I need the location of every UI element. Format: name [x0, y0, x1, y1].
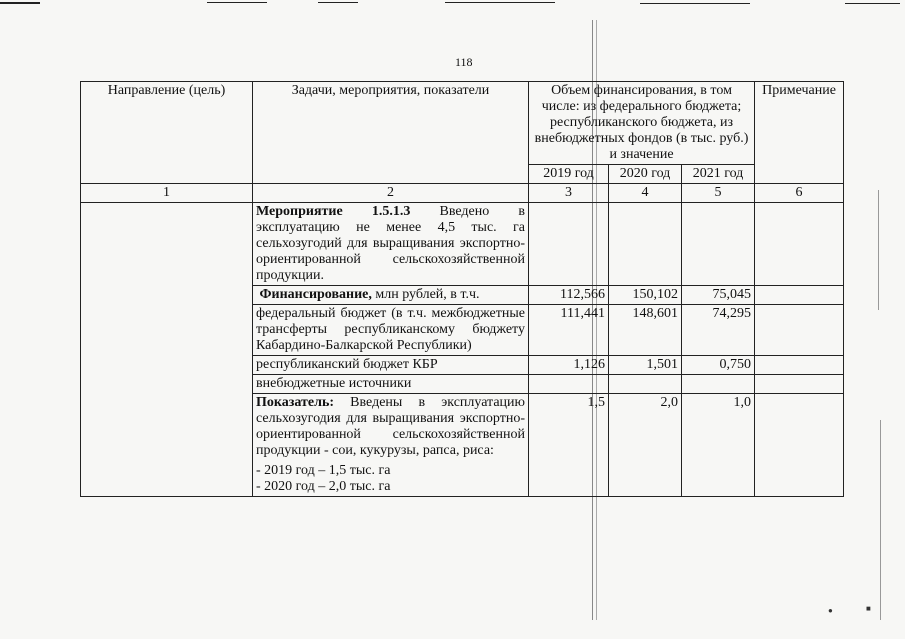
header-year-2019: 2019 год — [529, 165, 609, 184]
column-number: 6 — [755, 184, 844, 203]
scan-edge-line — [880, 420, 881, 620]
column-number: 5 — [682, 184, 755, 203]
federal-budget-cell: федеральный бюджет (в т.ч. межбюджетные трансферты республиканскому бюджету Кабардино-Балкарской Республики) — [253, 305, 529, 356]
indicator-note — [755, 394, 844, 497]
scan-mark — [207, 2, 267, 3]
scan-speck: ■ — [866, 604, 871, 613]
financing-table — [80, 81, 844, 497]
federal-value-2019: 111,441 — [529, 305, 609, 356]
indicator-line-2019: - 2019 год – 1,5 тыс. га — [256, 463, 391, 478]
event-value-2020 — [609, 203, 682, 286]
column-number: 2 — [253, 184, 529, 203]
scan-speck: ● — [828, 606, 833, 615]
event-value-2019 — [529, 203, 609, 286]
header-funding: Объем финансирования, в том числе: из федерального бюджета; республиканского бюджета, из внебюджетных фондов (в тыс. руб.) и значение — [529, 82, 755, 165]
event-label: Мероприятие 1.5.1.3 — [256, 204, 411, 219]
indicator-cell — [253, 394, 529, 497]
financing-value-2019: 112,566 — [529, 286, 609, 305]
event-note — [755, 203, 844, 286]
financing-note — [755, 286, 844, 305]
header-year-2021: 2021 год — [682, 165, 755, 184]
event-text: Введено в эксплуатацию не менее 4,5 тыс. га сельхозугодий для выращивания экспортно-ориентированной сельскохозяйственной продукции. — [256, 204, 525, 283]
financing-cell — [253, 286, 529, 305]
indicator-value-2019: 1,5 — [529, 394, 609, 497]
republican-budget-cell: республиканский бюджет КБР — [253, 356, 529, 375]
republican-note — [755, 356, 844, 375]
event-value-2021 — [682, 203, 755, 286]
offbudget-value-2019 — [529, 375, 609, 394]
scan-mark — [0, 2, 40, 4]
scan-mark — [445, 2, 555, 3]
indicator-text: Введены в эксплуатацию сельхозугодия для выращивания экспортно-ориентированной сельскохозяйственной продукции - сои, кукурузы, рапса, риса: — [256, 395, 525, 458]
financing-value-2020: 150,102 — [609, 286, 682, 305]
direction-cell — [81, 203, 253, 497]
federal-value-2021: 74,295 — [682, 305, 755, 356]
header-note: Примечание — [755, 82, 844, 184]
scan-mark — [845, 3, 900, 4]
column-number: 3 — [529, 184, 609, 203]
table-row — [81, 203, 844, 286]
offbudget-value-2021 — [682, 375, 755, 394]
offbudget-note — [755, 375, 844, 394]
header-year-2020: 2020 год — [609, 165, 682, 184]
page-number: 118 — [455, 55, 473, 69]
column-number: 4 — [609, 184, 682, 203]
scan-mark — [318, 2, 358, 3]
financing-label-rest: млн рублей, в т.ч. — [371, 287, 480, 302]
scan-mark — [640, 3, 750, 4]
column-numbers-row — [81, 184, 844, 203]
header-tasks: Задачи, мероприятия, показатели — [253, 82, 529, 184]
indicator-line-2020: - 2020 год – 2,0 тыс. га — [256, 479, 391, 494]
indicator-description — [256, 395, 525, 459]
scan-edge-line — [878, 190, 879, 310]
offbudget-value-2020 — [609, 375, 682, 394]
indicator-value-2020: 2,0 — [609, 394, 682, 497]
financing-label: Финансирование, — [259, 287, 372, 302]
header-direction: Направление (цель) — [81, 82, 253, 184]
offbudget-cell: внебюджетные источники — [253, 375, 529, 394]
republican-value-2019: 1,126 — [529, 356, 609, 375]
event-cell — [253, 203, 529, 286]
federal-value-2020: 148,601 — [609, 305, 682, 356]
column-number: 1 — [81, 184, 253, 203]
republican-value-2021: 0,750 — [682, 356, 755, 375]
republican-value-2020: 1,501 — [609, 356, 682, 375]
federal-note — [755, 305, 844, 356]
table-header-row — [81, 82, 844, 165]
financing-value-2021: 75,045 — [682, 286, 755, 305]
indicator-value-2021: 1,0 — [682, 394, 755, 497]
indicator-label: Показатель: — [256, 395, 335, 410]
